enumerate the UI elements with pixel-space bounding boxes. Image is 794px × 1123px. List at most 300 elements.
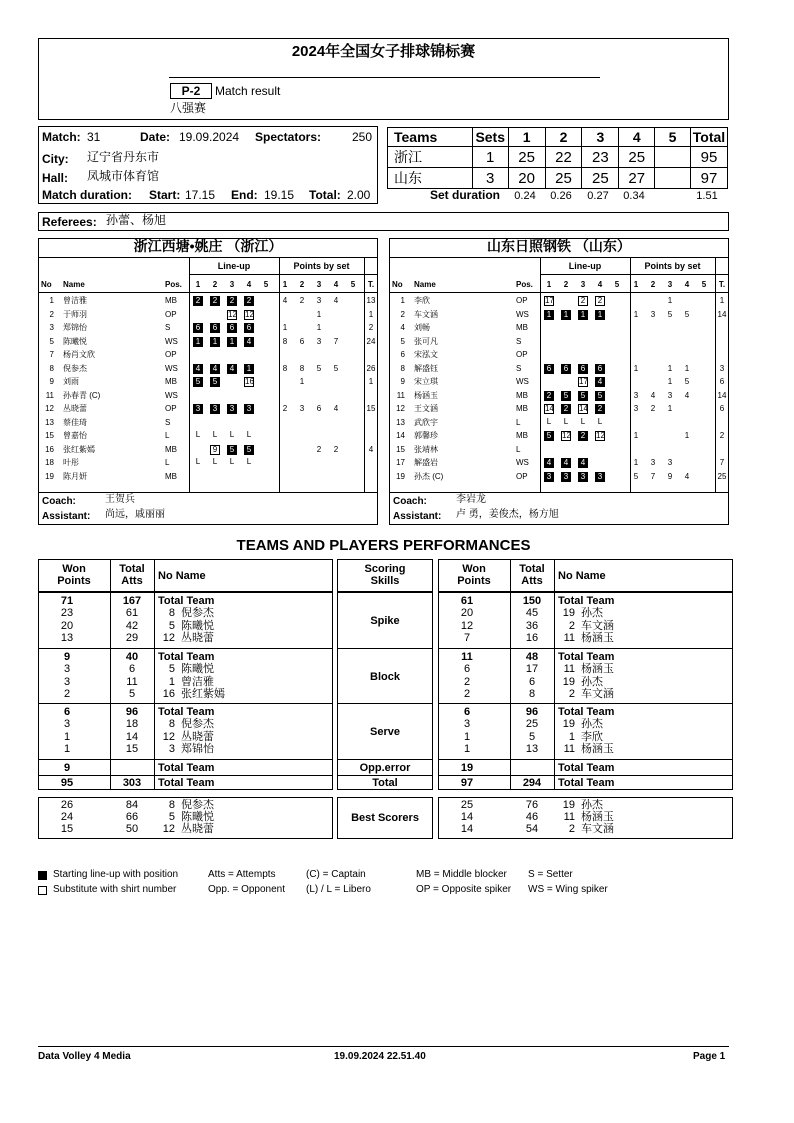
- skill-label-block: Block: [370, 671, 400, 683]
- player-number: 18: [45, 458, 54, 467]
- team_b-lineup-set-header: 5: [614, 280, 620, 289]
- starting-position-box: 2: [561, 404, 571, 414]
- player-total-points: 25: [717, 471, 727, 481]
- won-points-header: Points: [57, 575, 91, 587]
- player-position: MB: [516, 404, 528, 413]
- player-or-team-name: 张红紫嫣: [181, 687, 225, 700]
- shirt-number: 1: [168, 675, 175, 688]
- player-number: 12: [45, 404, 54, 413]
- team-b-set3: 25: [582, 168, 619, 189]
- perf-section-divider: [38, 759, 333, 760]
- total-atts-header: Total: [519, 563, 545, 575]
- header-divider: [169, 77, 600, 78]
- player-number: 11: [45, 390, 54, 400]
- won-points-value: 2: [463, 675, 471, 688]
- substitute-legend: Substitute with shirt number: [53, 884, 177, 895]
- starting-lineup-legend: Starting line-up with position: [53, 869, 179, 880]
- player-position: WS: [165, 363, 178, 373]
- starting-position-box: 3: [227, 404, 237, 414]
- team-b-set4: 27: [619, 168, 655, 189]
- team_b-name-header: Name: [414, 280, 436, 289]
- total-won-value: 97: [460, 777, 474, 789]
- won-points-value: 7: [463, 631, 471, 644]
- match-number: 31: [87, 130, 101, 144]
- total-atts-value: 16: [525, 631, 539, 644]
- set-points: 2: [650, 404, 656, 413]
- event-title: 2024年全国女子排球锦标赛: [291, 43, 476, 60]
- set-points: 1: [633, 458, 639, 467]
- starting-position-box: 6: [227, 323, 237, 333]
- total-atts-value: 50: [125, 823, 139, 835]
- total-atts-value: 66: [125, 811, 139, 823]
- shirt-number: 1: [568, 730, 575, 743]
- player-position: OP: [165, 350, 177, 359]
- perf-section-divider: [38, 648, 333, 649]
- score-row-team-a: [388, 147, 728, 168]
- player-name: 张靖林: [414, 444, 438, 454]
- team-a-name: 浙江: [388, 147, 473, 168]
- player-name: 张红紫嫣: [63, 444, 95, 454]
- set-points: 6: [316, 404, 322, 413]
- team_b-pos-header: Pos.: [516, 280, 533, 289]
- city-name: 辽宁省丹东市: [87, 150, 160, 164]
- total-team-label: Total Team: [158, 777, 215, 789]
- set-points: 2: [299, 296, 305, 305]
- player-position: WS: [516, 377, 529, 386]
- set-points: 5: [316, 363, 322, 373]
- starting-position-box: 3: [561, 472, 571, 482]
- player-position: MB: [165, 471, 177, 481]
- won-points-value: 23: [60, 607, 74, 620]
- team_b-points-set-header: 4: [684, 280, 690, 289]
- player-number: 9: [49, 377, 54, 386]
- player-number: 19: [45, 471, 54, 481]
- shirt-number: 11: [563, 663, 575, 676]
- player-number: 15: [396, 444, 405, 454]
- set-points: 3: [299, 404, 305, 413]
- starting-position-box: 1: [227, 337, 237, 347]
- team_b-bottom-divider: [389, 492, 729, 493]
- no-name-header: No Name: [558, 570, 606, 582]
- player-total-points: 15: [366, 404, 376, 413]
- team-b-roster-box: [389, 238, 729, 525]
- start-time: 17.15: [185, 188, 216, 202]
- total-atts-value: 13: [525, 742, 539, 755]
- starting-position-box: 6: [561, 364, 571, 374]
- team_a-no-header: No: [41, 280, 52, 289]
- set-points: 3: [650, 309, 656, 319]
- player-number: 2: [49, 309, 54, 319]
- player-name: 刘畅: [414, 323, 430, 332]
- player-position: WS: [165, 390, 178, 400]
- scoring-skills-header: Skills: [370, 575, 400, 587]
- shirt-number: 19: [562, 799, 575, 811]
- player-name: 倪参杰: [63, 363, 87, 373]
- player-or-team-name: 李欣: [581, 730, 603, 743]
- team_a-title-divider: [38, 257, 378, 258]
- team_b-title-divider: [389, 257, 729, 258]
- substitute-box: 12: [562, 431, 571, 440]
- set-points: 2: [282, 404, 288, 413]
- team_a-total-left-line: [364, 257, 365, 493]
- team_b-total-left-line: [715, 257, 716, 493]
- player-position: MB: [516, 431, 528, 440]
- player-or-team-name: 孙杰: [581, 607, 603, 620]
- team_b-points-set-header: 2: [650, 280, 656, 289]
- won-points-header: Points: [457, 575, 491, 587]
- team_b-coach-label: Coach:: [393, 496, 427, 507]
- libero-mark: L: [580, 416, 586, 426]
- team_b-points-set-header: 1: [633, 280, 639, 289]
- team-b-set1: 20: [508, 168, 545, 189]
- player-total-points: 13: [366, 296, 376, 305]
- starting-position-box: 4: [595, 377, 605, 387]
- team_b-lineup-set-header: 2: [563, 280, 569, 289]
- set2-duration: 0.26: [550, 190, 572, 202]
- won-points-value: 24: [60, 811, 74, 823]
- player-number: 12: [396, 404, 405, 413]
- total-atts-value: 5: [528, 730, 536, 743]
- won-points-value: 14: [460, 811, 474, 823]
- player-number: 5: [400, 336, 405, 346]
- total-atts-value: 8: [528, 687, 536, 700]
- team-a-total: 95: [690, 147, 727, 168]
- player-position: S: [165, 323, 171, 332]
- player-name: 宋立琪: [414, 377, 438, 386]
- won-points-value: 61: [460, 595, 474, 607]
- won-points-value: 14: [460, 823, 474, 835]
- total-label: Total:: [309, 188, 341, 202]
- player-position: S: [516, 363, 522, 373]
- perf-section-divider: [438, 648, 733, 649]
- team_a-assistant-label: Assistant:: [42, 511, 91, 522]
- player-number: 4: [400, 323, 405, 332]
- player-total-points: 14: [717, 309, 727, 319]
- set-points: 1: [667, 363, 673, 373]
- substitute-box: 12: [596, 431, 605, 440]
- starting-position-box: 4: [561, 458, 571, 468]
- shirt-number: 12: [162, 730, 175, 743]
- team_a-coach-label: Coach:: [42, 496, 76, 507]
- starting-position-box: 6: [578, 364, 588, 374]
- won-points-value: 15: [60, 823, 74, 835]
- footer-page-number: Page 1: [693, 1051, 726, 1062]
- player-number: 16: [45, 444, 54, 454]
- starting-position-box: 3: [544, 472, 554, 482]
- set1-header: 1: [508, 128, 545, 147]
- player-total-points: 24: [366, 336, 376, 346]
- shirt-number: 5: [168, 811, 175, 823]
- team_b-subhead-divider: [540, 274, 729, 275]
- total-label: Total: [372, 777, 398, 789]
- player-or-team-name: 陈曦悦: [181, 811, 214, 823]
- team_a-lineup-set-header: 3: [229, 280, 235, 289]
- team_a-lineup-set-header: 1: [195, 280, 201, 289]
- scoring-skills-header: Scoring: [364, 563, 406, 575]
- total-atts-value: 29: [125, 631, 139, 644]
- player-number: 13: [396, 417, 405, 427]
- total-time: 2.00: [347, 188, 371, 202]
- team_a-head-divider: [38, 292, 378, 293]
- starting-position-box: 5: [244, 445, 254, 455]
- player-name: 叶彤: [63, 458, 79, 467]
- shirt-number: 19: [562, 675, 575, 688]
- perf-section-divider: [438, 703, 733, 704]
- team_a-name-header: Name: [63, 280, 85, 289]
- starting-position-box: 2: [193, 296, 203, 306]
- starting-position-box: 1: [244, 364, 254, 374]
- shirt-number: 8: [168, 607, 175, 620]
- player-number: 6: [400, 350, 405, 359]
- team_a-lineup-label: Line-up: [217, 261, 251, 271]
- player-position: L: [165, 431, 170, 440]
- player-position: OP: [165, 404, 177, 413]
- set-points: 3: [316, 336, 322, 346]
- team-a-sets: 1: [472, 147, 508, 168]
- team_a-points-label: Points by set: [293, 261, 350, 271]
- spectators-count: 250: [352, 130, 373, 144]
- report-code: P-2: [170, 83, 212, 99]
- team_a-assistant-names: 尚远，戚丽丽: [105, 509, 165, 520]
- set-points: 2: [333, 444, 339, 454]
- duration-label: Match duration:: [42, 188, 132, 202]
- team_a-points-set-header: 4: [333, 280, 339, 289]
- starting-position-box: 5: [544, 431, 554, 441]
- team_a-lineup-set-header: 5: [263, 280, 269, 289]
- end-time: 19.15: [264, 188, 295, 202]
- set5-header: 5: [655, 128, 691, 147]
- shirt-number: 8: [168, 799, 175, 811]
- team_b-assistant-names: 卢 勇，姜俊杰，杨方旭: [456, 509, 559, 520]
- total-atts-value: 6: [128, 663, 136, 676]
- total-atts-value: 6: [528, 675, 536, 688]
- player-name: 宋泓文: [414, 350, 438, 359]
- referees-label: Referees:: [42, 215, 97, 229]
- shirt-number: 5: [168, 619, 175, 632]
- starting-position-box: 1: [544, 310, 554, 320]
- starting-position-box: 5: [193, 377, 203, 387]
- set-points: 1: [633, 363, 639, 373]
- team_b-lineup-label: Line-up: [568, 261, 602, 271]
- team-b-set2: 25: [545, 168, 582, 189]
- team-a-set2: 22: [545, 147, 582, 168]
- team_b-total-header: T.: [718, 280, 726, 289]
- won-points-value: 3: [63, 718, 71, 731]
- player-name: 李欣: [414, 296, 430, 305]
- player-total-points: 3: [719, 363, 725, 373]
- total-atts-value: 18: [125, 718, 139, 731]
- player-position: OP: [165, 309, 177, 319]
- player-or-team-name: 车文涵: [581, 687, 614, 700]
- starting-position-box: 3: [595, 472, 605, 482]
- set-points: 1: [282, 323, 288, 332]
- starting-position-box: 1: [578, 310, 588, 320]
- city-label: City:: [42, 152, 69, 166]
- team_b-title: 山东日照钢铁 （山东）: [487, 238, 631, 254]
- starting-position-box: 3: [578, 472, 588, 482]
- total-atts-value: 150: [522, 595, 542, 607]
- team_a-lineup-set-header: 2: [212, 280, 218, 289]
- perf-section-divider: [38, 703, 333, 704]
- player-name: 郭馨珍: [414, 431, 438, 440]
- player-or-team-name: Total Team: [558, 595, 615, 607]
- set-points: 4: [684, 471, 690, 481]
- set-points: 7: [650, 471, 656, 481]
- libero-mark: L: [212, 430, 218, 439]
- starting-position-box: 3: [244, 404, 254, 414]
- opp_error-won-value: 19: [460, 762, 474, 774]
- player-name: 曾洁雅: [63, 296, 87, 305]
- team_b-lineup-set-header: 1: [546, 280, 552, 289]
- total-atts-value: 45: [525, 607, 539, 620]
- team_b-lineup-set-header: 4: [597, 280, 603, 289]
- player-number: 7: [49, 350, 54, 359]
- player-position: WS: [516, 309, 529, 319]
- substitute-box: 2: [578, 296, 588, 306]
- player-or-team-name: Total Team: [158, 651, 215, 663]
- shirt-number: 16: [162, 687, 175, 700]
- team_b-points-label: Points by set: [644, 261, 701, 271]
- player-or-team-name: 倪参杰: [181, 607, 214, 620]
- starting-position-box: 4: [578, 458, 588, 468]
- starting-position-box: 6: [544, 364, 554, 374]
- player-or-team-name: Total Team: [158, 706, 215, 718]
- total-atts-value: 61: [125, 607, 139, 620]
- won-points-value: 6: [463, 663, 471, 676]
- won-points-value: 2: [463, 687, 471, 700]
- won-points-value: 1: [463, 742, 471, 755]
- starting-position-box: 6: [595, 364, 605, 374]
- shirt-number: 11: [563, 811, 575, 823]
- player-position: L: [165, 458, 170, 467]
- won-points-value: 9: [63, 651, 71, 663]
- starting-position-box: 4: [227, 364, 237, 374]
- player-number: 15: [45, 431, 54, 440]
- set-points: 5: [633, 471, 639, 481]
- captain-legend: (C) = Captain: [306, 869, 366, 880]
- player-or-team-name: Total Team: [558, 706, 615, 718]
- team_b-lineup-left-line: [540, 257, 541, 493]
- set-points: 5: [684, 309, 690, 319]
- middle-blocker-legend: MB = Middle blocker: [416, 869, 507, 880]
- set-points: 1: [633, 309, 639, 319]
- player-name: 丛晓蕾: [63, 404, 87, 413]
- set-points: 3: [633, 390, 639, 400]
- set-points: 5: [333, 363, 339, 373]
- player-position: L: [516, 417, 521, 427]
- shirt-number: 19: [562, 607, 575, 620]
- team-a-roster-box: [38, 238, 378, 525]
- team_a-bottom-divider: [38, 492, 378, 493]
- player-position: L: [516, 444, 521, 454]
- won-points-value: 3: [63, 663, 71, 676]
- player-name: 车文涵: [414, 309, 438, 319]
- set3-duration: 0.27: [587, 190, 609, 202]
- substitute-box: 14: [545, 404, 554, 413]
- set-points: 1: [684, 363, 690, 373]
- player-name: 解盛钰: [414, 363, 438, 373]
- set-duration-label: Set duration: [430, 188, 501, 202]
- set-points: 4: [333, 296, 339, 305]
- player-or-team-name: Total Team: [558, 651, 615, 663]
- total-team-label: Total Team: [558, 777, 615, 789]
- set-points: 3: [650, 458, 656, 467]
- player-position: OP: [516, 296, 528, 305]
- player-name: 刘雨: [63, 377, 79, 386]
- team-a-set4: 25: [619, 147, 655, 168]
- starting-position-box: 2: [544, 391, 554, 401]
- player-name: 孙杰 (C): [414, 471, 444, 481]
- libero-mark: L: [597, 416, 603, 426]
- footer-app-name: Data Volley 4 Media: [38, 1051, 131, 1062]
- player-or-team-name: 孙杰: [581, 799, 603, 811]
- player-or-team-name: 丛晓蕾: [181, 631, 214, 644]
- referees-names: 孙蕾、杨旭: [106, 213, 167, 227]
- player-number: 1: [400, 296, 405, 305]
- report-name: Match result: [215, 84, 281, 98]
- set-points: 3: [667, 458, 673, 467]
- team_b-points-set-header: 5: [701, 280, 707, 289]
- total-duration: 1.51: [696, 190, 718, 202]
- starting-position-box: 1: [193, 337, 203, 347]
- set-points: 3: [316, 296, 322, 305]
- set-points: 4: [684, 390, 690, 400]
- player-position: WS: [516, 458, 529, 467]
- total-atts-value: 96: [525, 706, 539, 718]
- round-name: 八强赛: [170, 101, 207, 115]
- set4-header: 4: [619, 128, 655, 147]
- set-points: 4: [650, 390, 656, 400]
- team_a-points-set-header: 3: [316, 280, 322, 289]
- shirt-number: 5: [168, 663, 175, 676]
- player-name: 武欣宇: [414, 417, 438, 427]
- match-date: 19.09.2024: [179, 130, 240, 144]
- perf-right-header-col2: [554, 559, 555, 592]
- player-total-points: 7: [719, 458, 725, 467]
- opp_error-team-label: Total Team: [158, 762, 215, 774]
- player-name: 于师羽: [63, 309, 87, 319]
- won-points-value: 1: [63, 730, 71, 743]
- substitute-box: 14: [579, 404, 588, 413]
- total-atts-header: Atts: [521, 575, 543, 587]
- won-points-header: Won: [62, 563, 86, 575]
- substitute-box: 12: [245, 309, 254, 319]
- player-name: 王文涵: [414, 404, 438, 413]
- player-total-points: 2: [368, 323, 374, 332]
- player-or-team-name: 杨涵玉: [581, 631, 614, 644]
- starting-position-box: 4: [244, 337, 254, 347]
- starting-position-box: 2: [244, 296, 254, 306]
- starting-position-box: 1: [210, 337, 220, 347]
- starting-position-box: 5: [595, 391, 605, 401]
- set-points: 4: [333, 404, 339, 413]
- set1-duration: 0.24: [514, 190, 536, 202]
- team-b-set5: [655, 168, 691, 189]
- player-position: S: [165, 417, 171, 427]
- player-position: OP: [516, 350, 528, 359]
- perf-section-divider: [38, 775, 333, 776]
- libero-mark: L: [563, 416, 569, 426]
- total-atts-value: 303: [122, 777, 142, 789]
- shirt-number: 12: [162, 631, 175, 644]
- player-position: S: [516, 336, 522, 346]
- total-atts-header: Atts: [121, 575, 143, 587]
- libero-mark: L: [246, 457, 252, 466]
- sets-header: Sets: [472, 128, 508, 147]
- team_b-points-set-header: 3: [667, 280, 673, 289]
- start-label: Start:: [149, 188, 181, 202]
- won-points-value: 3: [463, 718, 471, 731]
